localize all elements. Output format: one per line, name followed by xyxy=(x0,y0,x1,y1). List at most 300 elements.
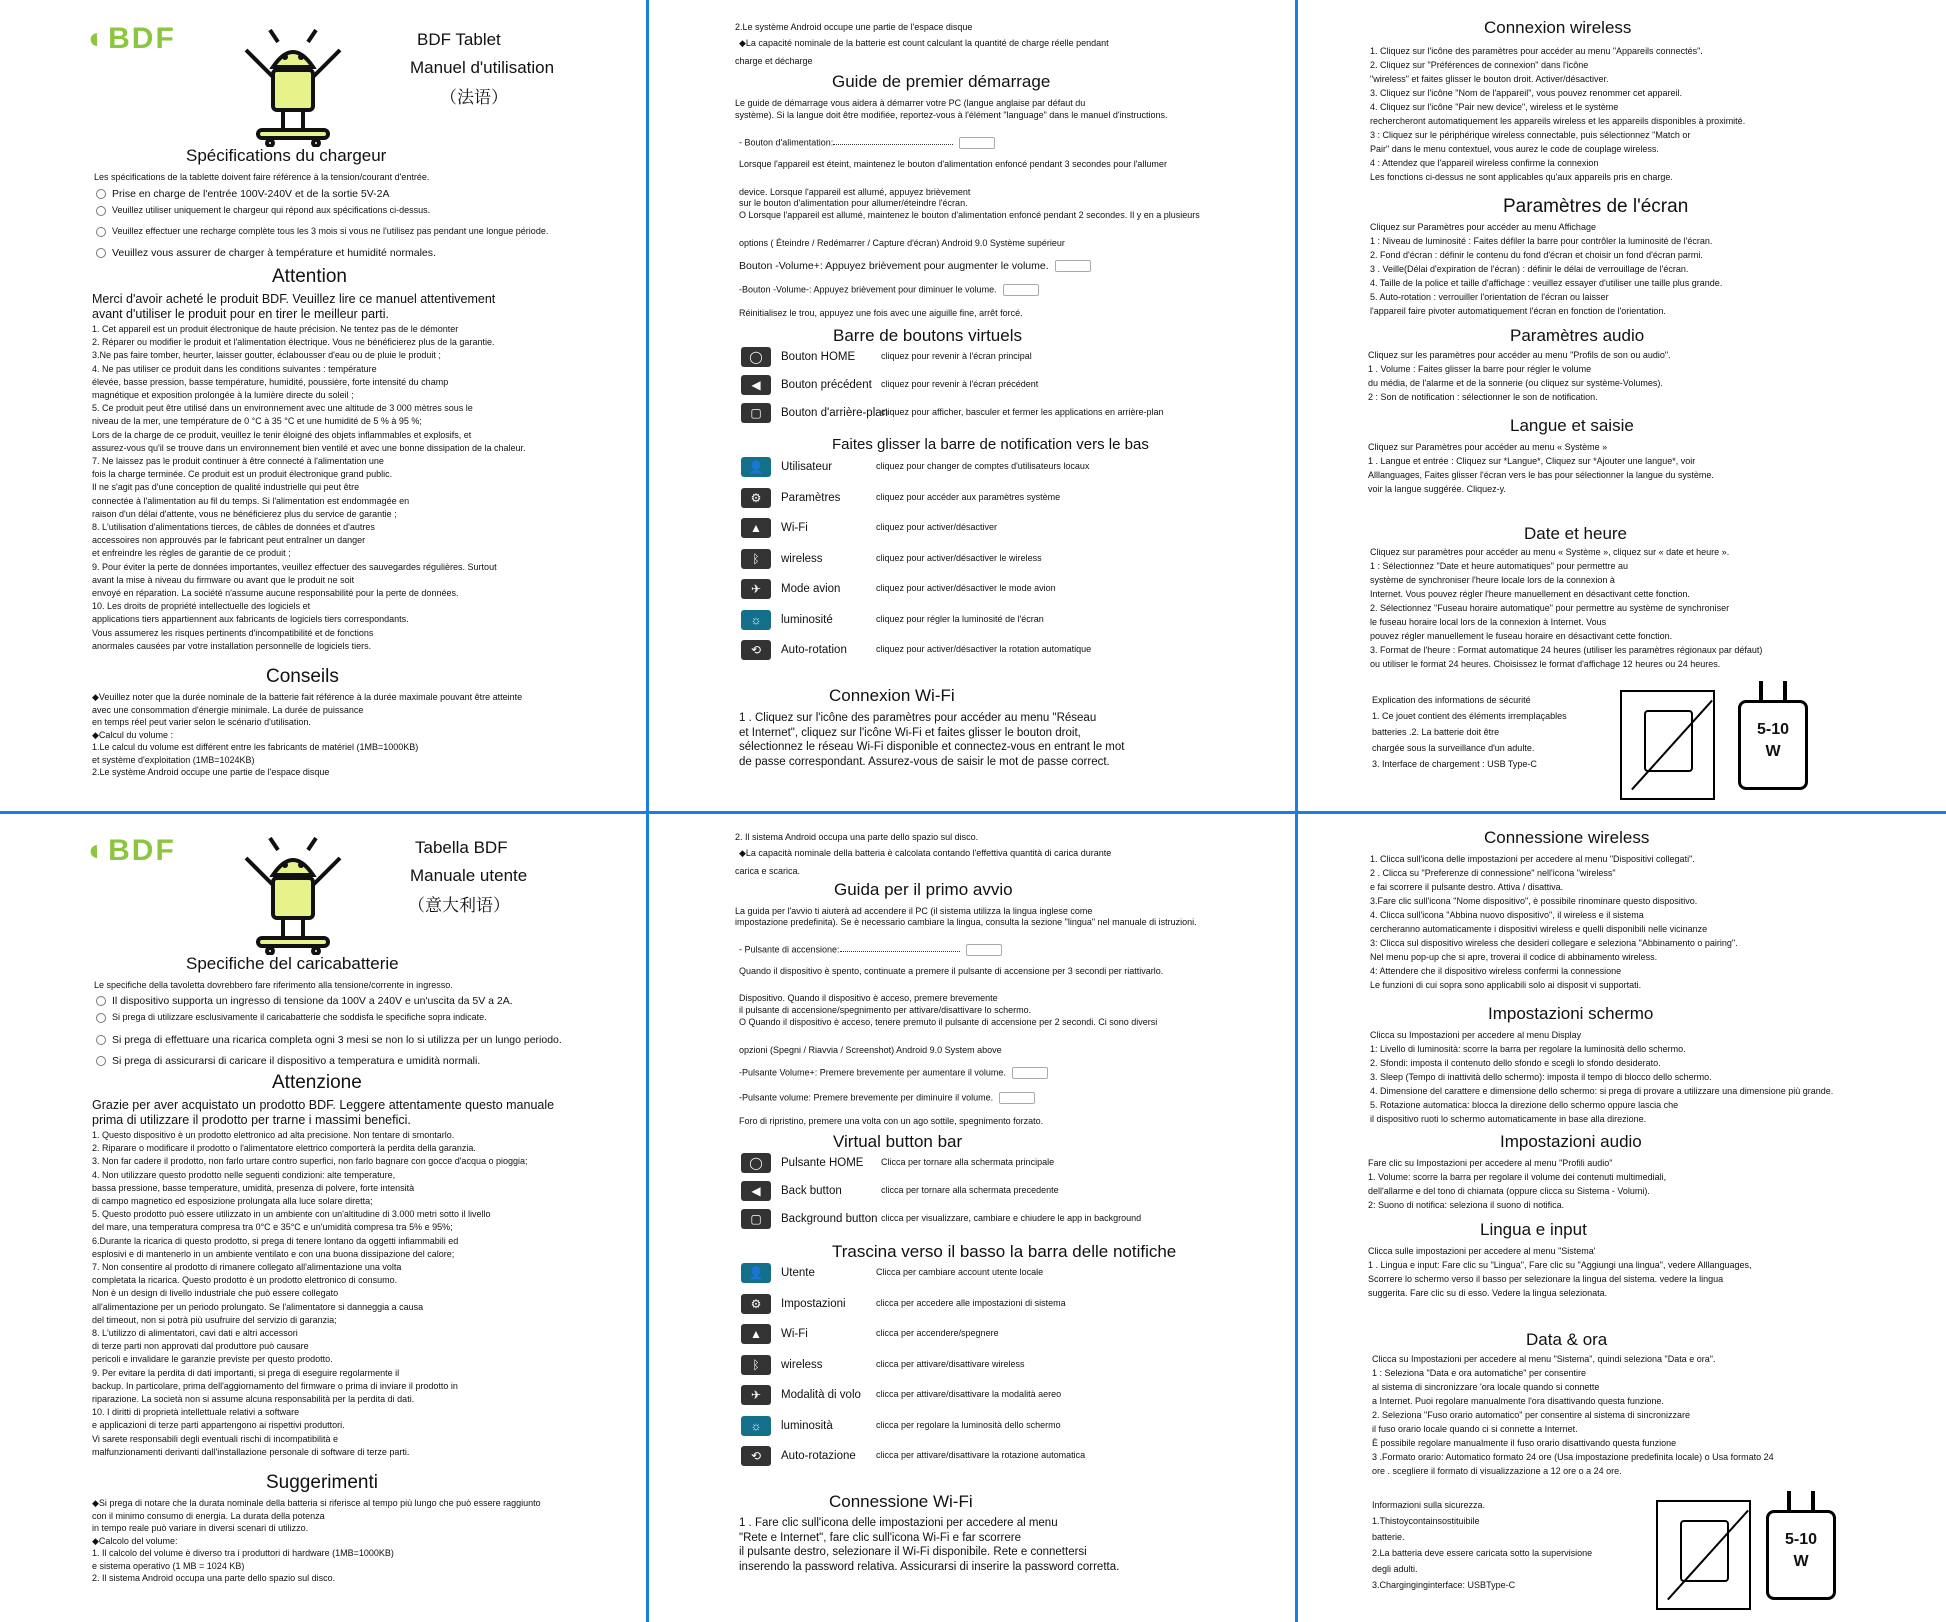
text-line: a Internet. Puoi regolare manualmente l'ora disattivando questa funzione. xyxy=(1372,1396,1664,1406)
item-label: Pulsante HOME xyxy=(781,1157,864,1169)
item-description: clicca per attivare/disattivare la rotazione automatica xyxy=(876,1450,1086,1460)
text-line: 4. Taille de la police et taille d'affichage : veuillez essayer d'utiliser une taille plus grande. xyxy=(1370,278,1723,288)
text-line: 1 : Niveau de luminosité : Faites défiler la barre pour contrôler la luminosité de l'écran. xyxy=(1370,236,1713,246)
text-line: anormales causées par votre installation personnelle de logiciels tiers. xyxy=(92,640,372,651)
section-heading: Impostazioni audio xyxy=(1500,1132,1642,1151)
manual-page-fr-2 xyxy=(649,0,1295,811)
text-line: 2.La batteria deve essere caricata sotto la supervisione xyxy=(1372,1548,1593,1558)
text-line: suggerita. Fare clic su di esso. Vedere la lingua selezionata. xyxy=(1368,1288,1608,1298)
item-label: luminosità xyxy=(781,1419,833,1432)
text-line: fois la charge terminée. Ce produit est un produit électronique grand public. xyxy=(92,469,393,480)
home-icon: ◯ xyxy=(741,1153,771,1173)
text-line: Le funzioni di cui sopra sono applicabili solo ai disposit vi supportati. xyxy=(1370,980,1642,990)
section-heading: Date et heure xyxy=(1524,524,1628,543)
text-line: 4. Ne pas utiliser ce produit dans les conditions suivantes : température xyxy=(92,363,377,374)
section-heading: Connessione Wi-Fi xyxy=(829,1492,973,1511)
text-line: le fuseau horaire local lors de la connexion à Internet. Vous xyxy=(1370,617,1607,627)
text-line: 4. Non utilizzare questo prodotto nelle seguenti condizioni: alte temperature, xyxy=(92,1169,396,1180)
text-line: il fuso orario locale quando ci si connette a Internet. xyxy=(1372,1424,1578,1434)
text-line: Cliquez sur Paramètres pour accéder au menu « Système » xyxy=(1368,442,1608,452)
text-line: ◆Calcolo del volume: xyxy=(92,1535,178,1546)
text-line: 3. Interface de chargement : USB Type-C xyxy=(1372,759,1537,769)
title-line-3: （意大利语） xyxy=(408,896,510,915)
section-heading: Data & ora xyxy=(1526,1330,1608,1349)
paragraph: Le guide de démarrage vous aidera à démarrer votre PC (langue anglaise par défaut du xyxy=(735,98,1086,108)
item-description: cliquez pour activer/désactiver xyxy=(876,522,998,532)
home-icon: ◯ xyxy=(741,347,771,367)
manual-page-it-3 xyxy=(1298,814,1946,1622)
back-icon: ◀ xyxy=(741,1181,771,1201)
text-line: Clicca sulle impostazioni per accedere al menu "Sistema' xyxy=(1368,1246,1596,1256)
paragraph: 2.Le système Android occupe une partie de l'espace disque xyxy=(735,22,973,32)
text-line: voir la langue suggérée. Cliquez-y. xyxy=(1368,484,1506,494)
bluetooth-icon: ᛒ xyxy=(741,549,771,569)
item-label: Impostazioni xyxy=(781,1297,846,1310)
section-heading: Impostazioni schermo xyxy=(1488,1004,1654,1023)
text-line: Cliquez sur Paramètres pour accéder au menu Affichage xyxy=(1370,222,1596,232)
recent-icon: ▢ xyxy=(741,403,771,423)
text-line: 2. Sfondi: imposta il contenuto dello sfondo e scegli lo sfondo desiderato. xyxy=(1370,1058,1661,1068)
item-description: cliquez pour régler la luminosité de l'écran xyxy=(876,613,1044,624)
item-description: cliquez pour revenir à l'écran précédent xyxy=(881,379,1039,389)
user-icon: 👤 xyxy=(741,1263,771,1283)
bullet-icon xyxy=(96,227,106,237)
text-line: di terze parti non approvati dal produttore può causare xyxy=(92,1341,309,1352)
bullet-item: Si prega di utilizzare esclusivamente il caricabatterie che soddisfa le specifiche sopra indicate. xyxy=(96,1012,487,1024)
item-description: clicca per accedere alle impostazioni di sistema xyxy=(876,1297,1066,1308)
bullet-item: Veuillez effectuer une recharge complète tous les 3 mois si vous ne l'utilisez pas pendant une longue période. xyxy=(96,226,548,238)
text-line: chargée sous la surveillance d'un adulte. xyxy=(1372,743,1535,753)
section-heading: Attention xyxy=(272,266,347,287)
item-description: clicca per tornare alla schermata precedente xyxy=(881,1185,1059,1195)
section-heading: Attenzione xyxy=(272,1072,362,1093)
text-line: 2. Réparer ou modifier le produit et l'alimentation électrique. Vous ne bénéficierez plus de la garantie. xyxy=(92,337,495,348)
text-line: 1. Cet appareil est un produit électronique de haute précision. Ne tentez pas de le démonter xyxy=(92,324,459,334)
text-line: degli adulti. xyxy=(1372,1564,1418,1574)
text-line: in tempo reale può variare in diversi scenari di utilizzo. xyxy=(92,1523,309,1533)
no-charger-icon xyxy=(1620,690,1715,800)
title-line-1: BDF Tablet xyxy=(417,30,501,49)
manual-page-it-1 xyxy=(0,814,646,1622)
paragraph: carica e scarica. xyxy=(735,866,801,876)
text-line: batteries .2. La batterie doit être xyxy=(1372,727,1500,737)
item-label: wireless xyxy=(781,552,823,565)
paragraph: opzioni (Spegni / Riavvia / Screenshot) Android 9.0 System above xyxy=(739,1045,1002,1055)
paragraph: options ( Éteindre / Redémarrer / Capture d'écran) Android 9.0 Système supérieur xyxy=(739,238,1065,248)
text-line: 3.Ne pas faire tomber, heurter, laisser goutter, éclabousser d'eau ou de pluie le produit ; xyxy=(92,350,441,361)
item-description: cliquez pour activer/désactiver le wireless xyxy=(876,552,1042,563)
text-line: Cliquez sur les paramètres pour accéder au menu "Profils de son ou audio". xyxy=(1368,350,1671,360)
item-label: wireless xyxy=(781,1358,823,1371)
text-line: Non è un design di livello industriale che può essere collegato xyxy=(92,1288,339,1299)
power-button-line: - Bouton d'alimentation: xyxy=(739,137,995,149)
text-line: con il minimo consumo di energia. La durata della potenza xyxy=(92,1510,325,1521)
paragraph: La guida per l'avvio ti aiuterà ad accendere il PC (il sistema utilizza la lingua inglese come xyxy=(735,906,1093,916)
text-line: 2. Seleziona "Fuso orario automatico" per consentire al sistema di sincronizzare xyxy=(1372,1410,1691,1420)
text-line: all'alimentazione per un periodo prolungato. Se l'alimentatore si danneggia a causa xyxy=(92,1301,424,1312)
paragraph: système). Si la langue doit être modifiée, reportez-vous à l'élément "language" dans le manuel d'instructions. xyxy=(735,110,1168,120)
manual-page-fr-1 xyxy=(0,0,646,811)
text-line: Il ne s'agit pas d'une conception de qualité industrielle qui peut être xyxy=(92,482,360,493)
text-line: "Rete e Internet", fare clic sull'icona Wi-Fi e far scorrere xyxy=(739,1531,1021,1544)
text-line: 1.Thistoycontainsostituibile xyxy=(1372,1516,1480,1526)
item-description: cliquez pour activer/désactiver le mode avion xyxy=(876,583,1056,593)
text-line: bassa pressione, basse temperature, umidità, presenza di polvere, forte intensità xyxy=(92,1182,415,1193)
recent-icon: ▢ xyxy=(741,1209,771,1229)
text-line: raison d'un délai d'attente, vous ne bénéficierez plus du service de garantie ; xyxy=(92,508,397,519)
text-line: 1: Livello di luminosità: scorre la barra per regolare la luminosità dello schermo. xyxy=(1370,1044,1686,1054)
text-line: 8. L'utilisation d'alimentations tierces, de câbles de données et d'autres xyxy=(92,522,375,532)
bullet-icon xyxy=(96,996,106,1006)
item-label: Paramètres xyxy=(781,491,841,504)
text-line: accessoires non approuvés par le fabricant peut entraîner un danger xyxy=(92,535,366,546)
text-line: batterie. xyxy=(1372,1532,1405,1542)
bullet-icon xyxy=(96,1035,106,1045)
text-line: ◆Calcul du volume : xyxy=(92,729,173,740)
section-heading: Connessione wireless xyxy=(1484,828,1650,847)
charger-icon: 5-10 W xyxy=(1766,1510,1836,1600)
paragraph: impostazione predefinita). Se è necessario cambiare la lingua, consulta la sezione "lingua" nel manuale di istruzioni. xyxy=(735,917,1197,927)
bullet-item: Si prega di assicurarsi di caricare il dispositivo a temperatura e umidità normali. xyxy=(96,1055,480,1068)
text-line: élevée, basse pression, basse température, humidité, poussière, forte intensité du champ xyxy=(92,376,449,387)
text-line: del timeout, non si potrà più usufruire del servizio di garanzia; xyxy=(92,1314,337,1325)
section-heading: Paramètres audio xyxy=(1510,326,1645,345)
text-line: 2 : Son de notification : sélectionner le son de notification. xyxy=(1368,392,1598,402)
text-line: applications tiers appartiennent aux fabricants de logiciels tiers correspondants. xyxy=(92,614,409,625)
text-line: 4 : Attendez que l'appareil wireless confirme la connexion xyxy=(1370,158,1599,168)
manual-page-it-2 xyxy=(649,814,1295,1622)
text-line: 1. Ce jouet contient des éléments irremplaçables xyxy=(1372,711,1567,721)
item-label: Auto-rotation xyxy=(781,644,847,656)
airplane-icon: ✈ xyxy=(741,1385,771,1405)
text-line: 7. Ne laissez pas le produit continuer à être connecté à l'alimentation une xyxy=(92,456,384,466)
text-line: 10. Les droits de propriété intellectuelle des logiciels et xyxy=(92,601,311,612)
item-description: cliquez pour afficher, basculer et fermer les applications en arrière-plan xyxy=(881,407,1164,417)
paragraph: Le specifiche della tavoletta dovrebbero fare riferimento alla tensione/corrente in ingresso. xyxy=(94,980,453,990)
item-label: Wi-Fi xyxy=(781,1328,808,1340)
volume-down-line: -Bouton -Volume-: Appuyez brièvement pour diminuer le volume. xyxy=(739,284,1039,296)
text-line: connectée à l'alimentation au fil du temps. Si l'alimentation est endommagée en xyxy=(92,495,410,506)
section-heading: Connexion wireless xyxy=(1484,18,1632,37)
charger-icon: 5-10 W xyxy=(1738,700,1808,790)
text-line: backup. In particolare, prima dell'aggiornamento del firmware o prima di inviare il prodotto in xyxy=(92,1380,458,1391)
text-line: malfunzionamenti derivanti dall'installazione personale di software di terze parti. xyxy=(92,1446,410,1457)
text-line: esplosivi e di mantenerlo in un ambiente ventilato e con una buona dissipazione del calore; xyxy=(92,1248,455,1259)
item-description: clicca per attivare/disattivare wireless xyxy=(876,1358,1025,1369)
volume-down-icon xyxy=(999,1092,1035,1104)
text-line: pouvez régler manuellement le fuseau horaire en désactivant cette fonction. xyxy=(1370,631,1673,641)
bullet-icon xyxy=(96,1056,106,1066)
volume-down-icon xyxy=(1003,284,1039,296)
text-line: 2. Sélectionnez "Fuseau horaire automatique" pour permettre au système de synchroniser xyxy=(1370,603,1730,613)
text-line: 1. Cliquez sur l'icône des paramètres pour accéder au menu "Appareils connectés". xyxy=(1370,46,1703,56)
text-line: ◆Veuillez noter que la durée nominale de la batterie fait référence à la durée maximale pouvant être atteinte xyxy=(92,692,523,702)
volume-up-line: Bouton -Volume+: Appuyez brièvement pour augmenter le volume. xyxy=(739,260,1091,273)
text-line: 2.Le système Android occupe une partie de l'espace disque xyxy=(92,767,330,777)
paragraph: Merci d'avoir acheté le produit BDF. Veuillez lire ce manuel attentivement xyxy=(92,292,496,306)
text-line: sélectionnez le réseau Wi-Fi disponible et connectez-vous en entrant le mot xyxy=(739,741,1125,753)
text-line: 3: Clicca sul dispositivo wireless che desideri collegare e seleziona "Abbinamento o pairing". xyxy=(1370,938,1738,948)
volume-up-line: -Pulsante Volume+: Premere brevemente per aumentare il volume. xyxy=(739,1067,1048,1079)
paragraph: sur le bouton d'alimentation pour allumer/éteindre l'écran. xyxy=(739,198,968,208)
text-line: et enfreindre les règles de garantie de ce produit ; xyxy=(92,548,291,559)
power-button-line: - Pulsante di accensione: xyxy=(739,944,1002,956)
text-line: È possibile regolare manualmente il fuso orario disattivando questa funzione xyxy=(1372,1438,1677,1448)
text-line: 6.Durante la ricarica di questo prodotto, si prega di tenere lontano da oggetti infiammabili ed xyxy=(92,1235,459,1246)
text-line: niveau de la mer, une température de 0 °C à 35 °C et une humidité de 5 % à 95 %; xyxy=(92,416,422,427)
text-line: Informazioni sulla sicurezza. xyxy=(1372,1500,1486,1510)
text-line: 5. Auto-rotation : verrouiller l'orientation de l'écran ou laisser xyxy=(1370,292,1609,302)
text-line: e fai scorrere il pulsante destro. Attiva / disattiva. xyxy=(1370,882,1564,892)
item-description: clicca per regolare la luminosità dello schermo xyxy=(876,1419,1061,1430)
item-label: Bouton précédent xyxy=(781,379,872,391)
text-line: Nel menu pop-up che si apre, troverai il codice di abbinamento wireless. xyxy=(1370,952,1658,962)
text-line: 2: Suono di notifica: seleziona il suono di notifica. xyxy=(1368,1200,1565,1210)
rotate-icon: ⟲ xyxy=(741,640,771,660)
text-line: Cliquez sur paramètres pour accéder au menu « Système », cliquez sur « date et heure ». xyxy=(1370,547,1730,557)
text-line: dell'allarme e del tono di chiamata (oppure clicca su Sistema - Volumi). xyxy=(1368,1186,1650,1196)
text-line: 1. Questo dispositivo è un prodotto elettronico ad alta precisione. Non tentare di smontarlo. xyxy=(92,1130,455,1140)
title-line-1: Tabella BDF xyxy=(415,838,508,857)
text-line: 1 . Cliquez sur l'icône des paramètres pour accéder au menu "Réseau xyxy=(739,712,1097,724)
manual-page-fr-3 xyxy=(1298,0,1946,811)
bullet-item: Si prega di effettuare una ricarica completa ogni 3 mesi se non lo si utilizza per un lungo periodo. xyxy=(96,1034,562,1047)
paragraph: Dispositivo. Quando il dispositivo è acceso, premere brevemente xyxy=(739,993,998,1003)
back-icon: ◀ xyxy=(741,375,771,395)
text-line: e applicazioni di terze parti appartengono ai rispettivi produttori. xyxy=(92,1420,345,1431)
item-description: clicca per visualizzare, cambiare e chiudere le app in background xyxy=(881,1213,1142,1223)
section-heading: Langue et saisie xyxy=(1510,416,1634,435)
paragraph: O Lorsque l'appareil est allumé, maintenez le bouton d'alimentation enfoncé pendant 2 secondes. Il y en a plusieurs xyxy=(739,210,1200,220)
section-heading: Barre de boutons virtuels xyxy=(833,326,1022,345)
section-heading: Connexion Wi-Fi xyxy=(829,686,955,705)
text-line: 4. Clicca sull'icona "Abbina nuovo dispositivo", il wireless e il sistema xyxy=(1370,910,1644,920)
text-line: 1. Il calcolo del volume è diverso tra i produttori di hardware (1MB=1000KB) xyxy=(92,1548,394,1558)
text-line: de passe correspondant. Assurez-vous de saisir le mot de passe correct. xyxy=(739,755,1110,768)
text-line: 5. Ce produit peut être utilisé dans un environnement avec une altitude de 3 000 mètres sous le xyxy=(92,403,473,414)
paragraph: 2. Il sistema Android occupa una parte dello spazio sul disco. xyxy=(735,832,979,842)
text-line: 2. Il sistema Android occupa una parte dello spazio sul disco. xyxy=(92,1573,336,1583)
bullet-icon xyxy=(96,206,106,216)
section-heading: Specifiche del caricabatterie xyxy=(186,954,399,973)
paragraph: ◆La capacité nominale de la batterie est count calculant la quantité de charge réelle pendant xyxy=(739,38,1109,48)
bluetooth-icon: ᛒ xyxy=(741,1355,771,1375)
text-line: rechercheront automatiquement les appareils wireless et les appareils disponibles à proximité. xyxy=(1370,116,1746,126)
text-line: Vous assumerez les risques pertinents d'incompatibilité et de fonctions xyxy=(92,627,374,638)
item-label: Wi-Fi xyxy=(781,522,808,534)
item-description: cliquez pour changer de comptes d'utilisateurs locaux xyxy=(876,461,1090,471)
text-line: 1. Clicca sull'icona delle impostazioni per accedere al menu "Dispositivi collegati". xyxy=(1370,854,1695,864)
bullet-item: Prise en charge de l'entrée 100V-240V et de la sortie 5V-2A xyxy=(96,188,390,201)
text-line: 1 . Volume : Faites glisser la barre pour régler le volume xyxy=(1368,364,1592,374)
title-line-3: （法语） xyxy=(440,88,508,107)
text-line: riparazione. La società non si assume alcuna responsabilità per la perdita di dati. xyxy=(92,1394,415,1404)
paragraph: charge et décharge xyxy=(735,56,813,66)
text-line: 3 . Veille(Délai d'expiration de l'écran) : définir le délai de verrouillage de l'écran. xyxy=(1370,264,1689,274)
item-label: luminosité xyxy=(781,613,833,626)
text-line: magnétique et exposition prolongée à la lumière directe du soleil ; xyxy=(92,390,354,400)
text-line: Explication des informations de sécurité xyxy=(1372,695,1531,705)
section-heading: Trascina verso il basso la barra delle notifiche xyxy=(832,1242,1177,1261)
bullet-icon xyxy=(96,248,106,258)
bullet-item: Il dispositivo supporta un ingresso di tensione da 100V a 240V e un'uscita da 5V a 2A. xyxy=(96,995,513,1008)
paragraph: ◆La capacità nominale della batteria è calcolata contando l'effettiva quantità di carica durante xyxy=(739,848,1112,858)
text-line: 9. Per evitare la perdita di dati importanti, si prega di eseguire regolarmente il xyxy=(92,1367,400,1378)
paragraph: Lorsque l'appareil est éteint, maintenez le bouton d'alimentation enfoncé pendant 3 secondes pour l'allumer xyxy=(739,159,1167,169)
text-line: 7. Non consentire al prodotto di rimanere collegato all'alimentazione una volta xyxy=(92,1262,402,1272)
section-heading: Spécifications du chargeur xyxy=(186,146,387,165)
wifi-icon: ▲ xyxy=(741,518,771,538)
text-line: 1 : Seleziona "Data e ora automatiche" per consentire xyxy=(1372,1368,1587,1378)
airplane-icon: ✈ xyxy=(741,579,771,599)
text-line: il pulsante destro, selezionare il Wi-Fi disponibile. Rete e connettersi xyxy=(739,1546,1087,1558)
text-line: Fare clic su Impostazioni per accedere al menu "Profili audio" xyxy=(1368,1158,1613,1168)
paragraph: O Quando il dispositivo è acceso, tenere premuto il pulsante di accensione per 2 secondi. Ci sono diversi xyxy=(739,1017,1158,1027)
item-description: cliquez pour activer/désactiver la rotation automatique xyxy=(876,644,1092,654)
volume-up-icon xyxy=(1012,1067,1048,1079)
section-heading: Conseils xyxy=(266,666,339,687)
paragraph: il pulsante di accensione/spegnimento per attivare/disattivare lo schermo. xyxy=(739,1005,1032,1015)
text-line: il dispositivo ruoti lo schermo automaticamente in base alla direzione. xyxy=(1370,1114,1647,1124)
paragraph: Les spécifications de la tablette doivent faire référence à la tension/courant d'entrée. xyxy=(94,172,430,182)
text-line: et système d'exploitation (1MB=1024KB) xyxy=(92,754,255,765)
bullet-icon xyxy=(96,189,106,199)
text-line: 10. I diritti di proprietà intellettuale relativi a software xyxy=(92,1407,300,1418)
text-line: Vi sarete responsabili degli eventuali rischi di incompatibilità e xyxy=(92,1433,338,1444)
item-label: Bouton HOME xyxy=(781,351,856,363)
text-line: pericoli e invalidare le garanzie previste per questo prodotto. xyxy=(92,1354,333,1365)
text-line: 4. Cliquez sur l'icône "Pair new device", wireless et le système xyxy=(1370,102,1619,112)
text-line: 9. Pour éviter la perte de données importantes, veuillez effectuer des sauvegardes régulières. Surtout xyxy=(92,561,497,572)
text-line: ◆Si prega di notare che la durata nominale della batteria si riferisce al tempo più lungo che può essere raggiunto xyxy=(92,1498,541,1508)
text-line: Les fonctions ci-dessus ne sont applicables qu'aux appareils pris en charge. xyxy=(1370,172,1673,182)
paragraph: avant d'utiliser le produit pour en tirer le meilleur parti. xyxy=(92,307,389,321)
rotate-icon: ⟲ xyxy=(741,1446,771,1466)
text-line: 2. Cliquez sur "Préférences de connexion" dans l'icône xyxy=(1370,60,1589,70)
text-line: 1 : Sélectionnez "Date et heure automatiques" pour permettre au xyxy=(1370,561,1629,571)
volume-down-line: -Pulsante volume: Premere brevemente per diminuire il volume. xyxy=(739,1092,1035,1104)
text-line: 2. Fond d'écran : définir le contenu du fond d'écran et choisir un fond d'écran parmi. xyxy=(1370,250,1703,260)
text-line: Scorrere lo schermo verso il basso per selezionare la lingua del sistema. vedere la lingua xyxy=(1368,1274,1724,1284)
wifi-icon: ▲ xyxy=(741,1324,771,1344)
text-line: 8. L'utilizzo di alimentatori, cavi dati e altri accessori xyxy=(92,1328,298,1338)
paragraph: device. Lorsque l'appareil est allumé, appuyez brièvement xyxy=(739,187,971,197)
section-heading: Virtual button bar xyxy=(833,1132,963,1151)
text-line: 3 .Formato orario: Automatico formato 24 ore (Usa impostazione predefinita locale) o Usa formato 24 xyxy=(1372,1452,1774,1462)
bullet-icon xyxy=(96,1013,106,1023)
text-line: cercheranno automaticamente i dispositivi wireless e quelli disponibili nelle vicinanze xyxy=(1370,924,1708,934)
text-line: avant la mise à niveau du firmware ou avant que le produit ne soit xyxy=(92,574,355,585)
text-line: ou utiliser le format 24 heures. Choisissez le format d'affichage 12 heures ou 24 heures. xyxy=(1370,659,1721,669)
no-charger-icon xyxy=(1656,1500,1751,1610)
text-line: Alllanguages, Faites glisser l'écran vers le bas pour sélectionner la langue du système. xyxy=(1368,470,1714,480)
text-line: l'appareil faire pivoter automatiquement l'écran en fonction de l'orientation. xyxy=(1370,306,1666,316)
item-description: cliquez pour accéder aux paramètres système xyxy=(876,491,1061,502)
text-line: Pair" dans le menu contextuel, vous aurez le code de couplage wireless. xyxy=(1370,144,1659,154)
text-line: Internet. Vous pouvez régler l'heure manuellement en désactivant cette fonction. xyxy=(1370,589,1690,599)
section-heading: Lingua e input xyxy=(1480,1220,1587,1239)
text-line: del mare, una temperatura compresa tra 0°C e 35°C e un'umidità compresa tra 5% e 95%; xyxy=(92,1222,453,1233)
item-label: Background button xyxy=(781,1213,878,1225)
text-line: 4: Attendere che il dispositivo wireless confermi la connessione xyxy=(1370,966,1622,976)
text-line: 3. Cliquez sur l'icône "Nom de l'appareil", vous pouvez renommer cet appareil. xyxy=(1370,88,1682,98)
brightness-icon: ☼ xyxy=(741,1416,771,1436)
text-line: 1 . Fare clic sull'icona delle impostazioni per accedere al menu xyxy=(739,1517,1058,1529)
text-line: et Internet", cliquez sur l'icône Wi-Fi et faites glisser le bouton droit, xyxy=(739,726,1081,739)
item-label: Back button xyxy=(781,1185,842,1197)
android-robot-icon xyxy=(238,22,348,147)
item-label: Auto-rotazione xyxy=(781,1450,856,1462)
text-line: ore . scegliere il formato di visualizzazione a 12 ore o a 24 ore. xyxy=(1372,1466,1622,1476)
section-heading: Faites glisser la barre de notification vers le bas xyxy=(832,436,1149,453)
text-line: 2. Riparare o modificare il prodotto o l'alimentatore elettrico comporterà la perdita della garanzia. xyxy=(92,1143,476,1154)
text-line: Clicca su Impostazioni per accedere al menu Display xyxy=(1370,1030,1582,1040)
bullet-item: Veuillez utiliser uniquement le chargeur qui répond aux spécifications ci-dessus. xyxy=(96,205,430,217)
item-label: Modalità di volo xyxy=(781,1389,861,1401)
android-robot-icon xyxy=(238,830,348,955)
text-line: 3. Format de l'heure : Format automatique 24 heures (utiliser les paramètres régionaux par défaut) xyxy=(1370,645,1763,655)
text-line: inserendo la password relativa. Assicurarsi di inserire la password corretta. xyxy=(739,1560,1120,1573)
brightness-icon: ☼ xyxy=(741,610,771,630)
text-line: assurez-vous qu'il se trouve dans un environnement bien ventilé et avec une bonne dissipation de la chaleur. xyxy=(92,442,526,453)
text-line: di campo magnetico ed esposizione prolungata alla luce solare diretta; xyxy=(92,1196,373,1206)
text-line: 3.Fare clic sull'icona "Nome dispositivo", è possibile rinominare questo dispositivo. xyxy=(1370,896,1698,906)
text-line: completata la ricarica. Questo prodotto è un prodotto elettronico di consumo. xyxy=(92,1275,398,1286)
section-heading: Suggerimenti xyxy=(266,1472,378,1493)
paragraph: Foro di ripristino, premere una volta con un ago sottile, spegnimento forzato. xyxy=(739,1116,1044,1126)
text-line: 1 . Langue et entrée : Cliquez sur *Langue*, Cliquez sur *Ajouter une langue*, voir xyxy=(1368,456,1696,466)
text-line: "wireless" et faites glisser le bouton droit. Activer/désactiver. xyxy=(1370,74,1609,84)
text-line: 4. Dimensione del carattere e dimensione dello schermo: si prega di provare a utilizzare una dimensione più grande. xyxy=(1370,1086,1834,1096)
item-description: Clicca per cambiare account utente locale xyxy=(876,1267,1044,1277)
bullet-item: Veuillez vous assurer de charger à température et humidité normales. xyxy=(96,247,436,260)
volume-up-icon xyxy=(1055,260,1091,272)
paragraph: Grazie per aver acquistato un prodotto BDF. Leggere attentamente questo manuale xyxy=(92,1098,555,1112)
power-button-icon xyxy=(966,944,1002,956)
text-line: 1.Le calcul du volume est différent entre les fabricants de matériel (1MB=1000KB) xyxy=(92,742,419,752)
user-icon: 👤 xyxy=(741,457,771,477)
gear-icon: ⚙ xyxy=(741,488,771,508)
text-line: e sistema operativo (1 MB = 1024 KB) xyxy=(92,1560,245,1571)
text-line: 3. Non far cadere il prodotto, non farlo urtare contro superfici, non farlo bagnare con gocce d'acqua o pioggia; xyxy=(92,1156,528,1167)
text-line: 5. Questo prodotto può essere utilizzato in un ambiente con un'altitudine di 3.000 metri sotto il livello xyxy=(92,1209,491,1220)
text-line: en temps réel peut varier selon le scénario d'utilisation. xyxy=(92,717,311,727)
section-heading: Paramètres de l'écran xyxy=(1503,196,1689,217)
paragraph: prima di utilizzare il prodotto per trarne i massimi benefici. xyxy=(92,1113,411,1127)
item-label: Utilisateur xyxy=(781,461,833,473)
text-line: Clicca su Impostazioni per accedere al menu "Sistema", quindi seleziona "Data e ora". xyxy=(1372,1354,1716,1364)
power-button-icon xyxy=(959,137,995,149)
bdf-logo: ◐BDF xyxy=(88,834,176,867)
text-line: 5. Rotazione automatica: blocca la direzione dello schermo oppure lascia che xyxy=(1370,1100,1679,1110)
text-line: avec une consommation d'énergie minimale. La durée de puissance xyxy=(92,704,364,715)
text-line: système de synchroniser l'heure locale lors de la connexion à xyxy=(1370,575,1615,585)
text-line: 1. Volume: scorre la barra per regolare il volume dei contenuti multimediali, xyxy=(1368,1172,1667,1182)
item-description: cliquez pour revenir à l'écran principal xyxy=(881,351,1032,361)
bdf-logo: ◐BDF xyxy=(88,22,176,55)
item-description: Clicca per tornare alla schermata principale xyxy=(881,1157,1055,1167)
title-line-2: Manuel d'utilisation xyxy=(410,58,555,77)
item-description: clicca per accendere/spegnere xyxy=(876,1328,999,1338)
text-line: 3 : Cliquez sur le périphérique wireless connectable, puis sélectionnez "Match or xyxy=(1370,130,1691,140)
section-heading: Guide de premier démarrage xyxy=(832,72,1051,91)
gear-icon: ⚙ xyxy=(741,1294,771,1314)
text-line: 3.Charginginginterface: USBType-C xyxy=(1372,1580,1516,1590)
title-line-2: Manuale utente xyxy=(410,866,528,885)
text-line: 2 . Clicca su "Preferenze di connessione" nell'icona "wireless" xyxy=(1370,868,1616,878)
item-label: Bouton d'arrière-plan xyxy=(781,407,889,419)
item-label: Utente xyxy=(781,1267,815,1279)
